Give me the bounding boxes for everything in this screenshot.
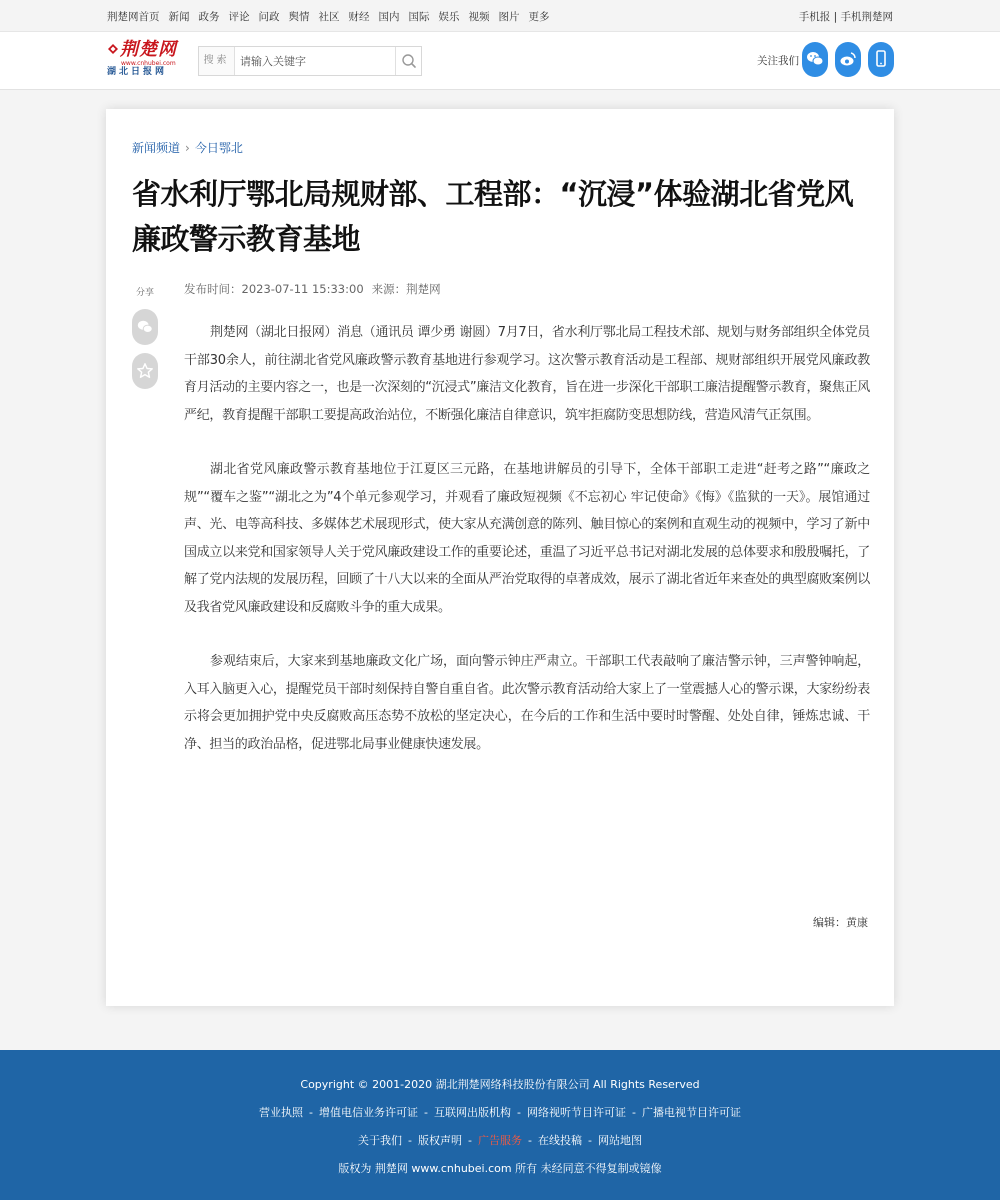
site-header — [0, 32, 1000, 90]
search-label: 搜索 — [199, 47, 235, 75]
article-source: 来源：荆楚网 — [371, 282, 441, 296]
search-button[interactable] — [395, 47, 421, 75]
breadcrumb-channel[interactable]: 新闻频道 — [132, 141, 181, 155]
weibo-button[interactable] — [835, 42, 861, 77]
wechat-icon — [136, 318, 154, 336]
footer-link-sitemap[interactable]: 网站地图 — [597, 1134, 642, 1147]
breadcrumb-section[interactable]: 今日鄂北 — [194, 141, 243, 155]
article-title: 省水利厅鄂北局规财部、工程部：“沉浸”体验湖北省党风廉政警示教育基地 — [132, 177, 854, 256]
favorite-button[interactable] — [132, 353, 158, 389]
wechat-icon — [805, 49, 825, 69]
footer-link-copyright[interactable]: 版权声明 — [418, 1134, 463, 1147]
nav-link-news[interactable]: 新闻 — [168, 11, 190, 23]
mobile-button[interactable] — [868, 42, 894, 77]
footer-licenses: 营业执照 - 增值电信业务许可证 - 互联网出版机构 - 网络视听节目许可证 - 广播电视节目许可证 — [259, 1106, 741, 1119]
footer-link-submit[interactable]: 在线投稿 — [537, 1134, 582, 1147]
share-label: 分享 — [136, 288, 155, 298]
top-nav-bar — [0, 0, 1000, 32]
nav-link-international[interactable]: 国际 — [408, 11, 430, 23]
nav-link-finance[interactable]: 财经 — [348, 11, 370, 23]
footer-license-link[interactable]: 互联网出版机构 — [434, 1106, 511, 1119]
share-wechat-button[interactable] — [132, 309, 158, 345]
nav-link-more[interactable]: 更多 — [528, 11, 550, 23]
article-paragraph: 参观结束后，大家来到基地廉政文化广场，面向警示钟庄严肃立。干部职工代表敲响了廉洁警示钟，三声警钟响起，入耳入脑更入心，提醒党员干部时刻保持自警自重自省。此次警示教育活动给大家上了一堂震撼人心的警示课，大家纷纷表示将会更加拥护党中央反腐败高压态势不放松的坚定决心，在今后的工作和生活中要时时警醒、处处自律，锤炼忠诚、干净、担当的政治品格，促进鄂北局事业健康快速发展。 — [184, 654, 870, 752]
nav-link-home[interactable]: 荆楚网首页 — [107, 11, 160, 23]
nav-link-video[interactable]: 视频 — [468, 11, 490, 23]
weibo-icon — [838, 49, 858, 69]
article-body — [184, 319, 870, 785]
divider: | — [833, 11, 838, 23]
footer-copyright: Copyright © 2001-2020 湖北荆楚网络科技股份有限公司 All Rights Reserved — [300, 1078, 700, 1091]
nav-link-comment[interactable]: 评论 — [228, 11, 250, 23]
footer-license-link[interactable]: 营业执照 — [259, 1106, 304, 1119]
search-icon — [396, 47, 422, 75]
nav-link-government[interactable]: 政务 — [198, 11, 220, 23]
article-meta — [184, 281, 449, 297]
top-nav — [107, 9, 559, 24]
publish-time: 发布时间：2023-07-11 15:33:00 — [184, 282, 364, 296]
nav-link-photo[interactable]: 图片 — [498, 11, 520, 23]
nav-link-inquiry[interactable]: 问政 — [258, 11, 280, 23]
nav-link-community[interactable]: 社区 — [318, 11, 340, 23]
nav-link-domestic[interactable]: 国内 — [378, 11, 400, 23]
follow-label: 关注我们 — [757, 55, 799, 67]
mobile-site-link[interactable]: 手机荆楚网 — [840, 11, 893, 23]
nav-link-opinion[interactable]: 舆情 — [288, 11, 310, 23]
article-paragraph: 湖北省党风廉政警示教育基地位于江夏区三元路，在基地讲解员的引导下，全体干部职工走进“赶考之路”“廉政之规”“覆车之鉴”“湖北之为”4个单元参观学习，并观看了廉政短视频《不忘初心 牢记使命》《悔》《监狱的一天》。展馆通过声、光、电等高科技、多媒体艺术展现形式，使大家从充满创意的陈列、触目惊心的案例和直观生动的视频中，学习了新中国成立以来党和国家领导人关于党风廉政建设工作的重要论述，重温了习近平总书记对湖北发展的总体要求和殷殷嘱托，了解了党内法规的发展历程，回顾了十八大以来的全面从严治党取得的卓著成效，展示了湖北省近年来查处的典型腐败案例以及我省党风廉政建设和反腐败斗争的重大成果。 — [184, 462, 870, 615]
footer-license-link[interactable]: 广播电视节目许可证 — [641, 1106, 741, 1119]
logo-text: 荆楚网 — [120, 39, 177, 60]
article-paragraph: 荆楚网（湖北日报网）消息（通讯员 谭少勇 谢圆）7月7日，省水利厅鄂北局工程技术部、规划与财务部组织全体党员干部30余人，前往湖北省党风廉政警示教育基地进行参观学习。这次警示教育活动是工程部、规财部组织开展党风廉政教育月活动的主要内容之一，也是一次深刻的“沉浸式”廉洁文化教育，旨在进一步深化干部职工廉洁提醒警示教育，聚焦正风严纪，教育提醒干部职工要提高政治站位，不断强化廉洁自律意识，筑牢拒腐防变思想防线，营造风清气正氛围。 — [184, 325, 870, 423]
star-icon — [136, 362, 154, 380]
top-right-links — [799, 9, 893, 24]
site-footer — [0, 1050, 1000, 1200]
chevron-right-icon: › — [185, 141, 190, 155]
mobile-paper-link[interactable]: 手机报 — [798, 11, 831, 23]
site-logo[interactable] — [107, 40, 177, 84]
breadcrumb — [132, 139, 243, 156]
logo-url: www.cnhubei.com — [121, 60, 176, 67]
footer-link-about[interactable]: 关于我们 — [358, 1134, 403, 1147]
footer-links: 关于我们 - 版权声明 - 广告服务 - 在线投稿 - 网站地图 — [358, 1134, 642, 1147]
footer-license-link[interactable]: 网络视听节目许可证 — [526, 1106, 626, 1119]
wechat-button[interactable] — [802, 42, 828, 77]
footer-link-ads[interactable]: 广告服务 — [478, 1134, 522, 1147]
article-card — [106, 109, 894, 1006]
mobile-icon — [871, 49, 891, 69]
logo-mark-icon — [107, 43, 119, 55]
logo-subtitle: 湖北日报网 — [107, 67, 168, 77]
nav-link-entertainment[interactable]: 娱乐 — [438, 11, 460, 23]
article-editor: 编辑：黄康 — [813, 916, 868, 929]
footer-license-link[interactable]: 增值电信业务许可证 — [319, 1106, 419, 1119]
search-input[interactable] — [236, 47, 394, 75]
footer-notice: 版权为 荆楚网 www.cnhubei.com 所有 未经同意不得复制或镜像 — [338, 1162, 662, 1175]
search-box — [198, 46, 422, 76]
